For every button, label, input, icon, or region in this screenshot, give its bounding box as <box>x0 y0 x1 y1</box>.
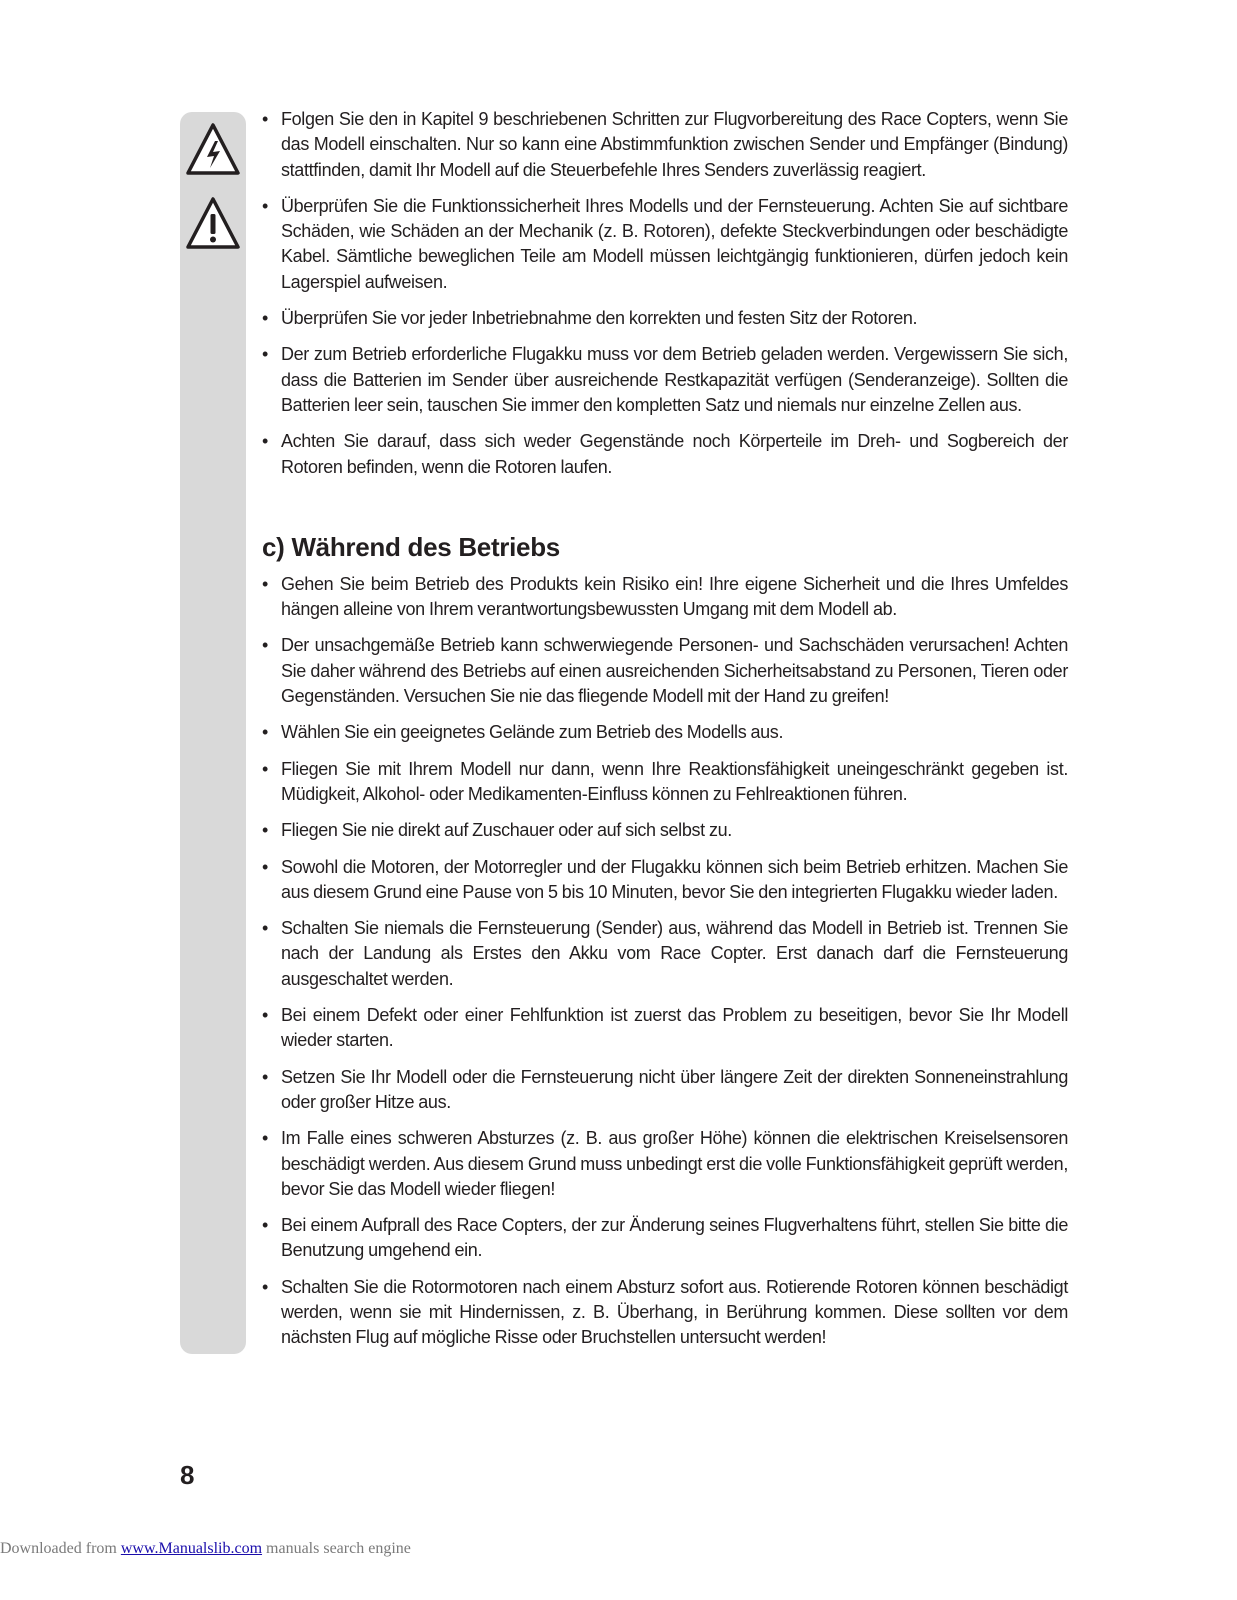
list-item: • Achten Sie darauf, dass sich weder Gegenstände noch Körperteile im Dreh- und Sogbereich der Rotoren befinden, wenn die Rotoren laufen. <box>262 429 1068 480</box>
page-content <box>262 107 1068 1362</box>
list-item: • Fliegen Sie nie direkt auf Zuschauer oder auf sich selbst zu. <box>262 818 1068 843</box>
list-item: • Gehen Sie beim Betrieb des Produkts kein Risiko ein! Ihre eigene Sicherheit und die Ihres Umfeldes hängen alleine von Ihrem verantwortungsbewussten Umgang mit dem Modell ab. <box>262 572 1068 623</box>
footer-prefix: Downloaded from <box>0 1540 121 1557</box>
warning-sidebar <box>180 112 246 1354</box>
manualslib-link[interactable]: www.Manualslib.com <box>120 1540 263 1557</box>
list-item: • Schalten Sie niemals die Fernsteuerung (Sender) aus, während das Modell in Betrieb ist. Trennen Sie nach der Landung als Erstes den Akku vom Race Copter. Erst danach darf die Fernsteuerung ausgeschaltet werden. <box>262 916 1068 992</box>
list-item: • Bei einem Defekt oder einer Fehlfunktion ist zuerst das Problem zu beseitigen, bevor Sie Ihr Modell wieder starten. <box>262 1003 1068 1054</box>
list-item: • Der unsachgemäße Betrieb kann schwerwiegende Personen- und Sachschäden verursachen! Achten Sie daher während des Betriebs auf einen ausreichenden Sicherheitsabstand zu Personen, Tieren oder Gegenständen. Versuchen Sie nie das fliegende Modell mit der Hand zu greifen! <box>262 633 1068 709</box>
page-number: 8 <box>180 1460 195 1490</box>
general-warning-icon <box>183 194 243 254</box>
list-item: • Im Falle eines schweren Absturzes (z. B. aus großer Höhe) können die elektrischen Kreiselsensoren beschädigt werden. Aus diesem Grund muss unbedingt erst die volle Funktionsfähigkeit geprüft werden, bevor Sie das Modell wieder fliegen! <box>262 1126 1068 1202</box>
high-voltage-warning-icon <box>183 120 243 180</box>
list-item: • Fliegen Sie mit Ihrem Modell nur dann, wenn Ihre Reaktionsfähigkeit uneingeschränkt gegeben ist. Müdigkeit, Alkohol- oder Medikamenten-Einfluss können zu Fehlreaktionen führen. <box>262 757 1068 808</box>
list-item: • Sowohl die Motoren, der Motorregler und der Flugakku können sich beim Betrieb erhitzen. Machen Sie aus diesem Grund eine Pause von 5 bis 10 Minuten, bevor Sie den integrierten Flugakku wieder laden. <box>262 855 1068 906</box>
list-item: • Wählen Sie ein geeignetes Gelände zum Betrieb des Modells aus. <box>262 720 1068 745</box>
download-footer <box>0 1540 411 1558</box>
list-item: • Überprüfen Sie vor jeder Inbetriebnahme den korrekten und festen Sitz der Rotoren. <box>262 306 1068 331</box>
list-item: • Bei einem Aufprall des Race Copters, der zur Änderung seines Flugverhaltens führt, stellen Sie bitte die Benutzung umgehend ein. <box>262 1213 1068 1264</box>
list-item: • Folgen Sie den in Kapitel 9 beschriebenen Schritten zur Flugvorbereitung des Race Copters, wenn Sie das Modell einschalten. Nur so kann eine Abstimmfunktion zwischen Sender und Empfänger (Bindung) stattfinden, damit Ihr Modell auf die Steuerbefehle Ihres Senders zuverlässig reagiert. <box>262 107 1068 183</box>
bullet-list-operation <box>262 572 1068 1351</box>
footer-suffix: manuals search engine <box>262 1540 411 1557</box>
list-item: • Der zum Betrieb erforderliche Flugakku muss vor dem Betrieb geladen werden. Vergewissern Sie sich, dass die Batterien im Sender über ausreichende Restkapazität verfügen (Senderanzeige). Sollten die Batterien leer sein, tauschen Sie immer den kompletten Satz und niemals nur einzelne Zellen aus. <box>262 342 1068 418</box>
bullet-list-top <box>262 107 1068 480</box>
list-item: • Überprüfen Sie die Funktionssicherheit Ihres Modells und der Fernsteuerung. Achten Sie auf sichtbare Schäden, wie Schäden an der Mechanik (z. B. Rotoren), defekte Steckverbindungen oder beschädigte Kabel. Sämtliche beweglichen Teile am Modell müssen leichtgängig funktionieren, dürfen jedoch kein Lagerspiel aufweisen. <box>262 194 1068 295</box>
section-heading: c) Während des Betriebs <box>262 531 560 562</box>
list-item: • Schalten Sie die Rotormotoren nach einem Absturz sofort aus. Rotierende Rotoren können beschädigt werden, wenn sie mit Hindernissen, z. B. Überhang, in Berührung kommen. Diese sollten vor dem nächsten Flug auf mögliche Risse oder Bruchstellen untersucht werden! <box>262 1275 1068 1351</box>
list-item: • Setzen Sie Ihr Modell oder die Fernsteuerung nicht über längere Zeit der direkten Sonneneinstrahlung oder großer Hitze aus. <box>262 1065 1068 1116</box>
